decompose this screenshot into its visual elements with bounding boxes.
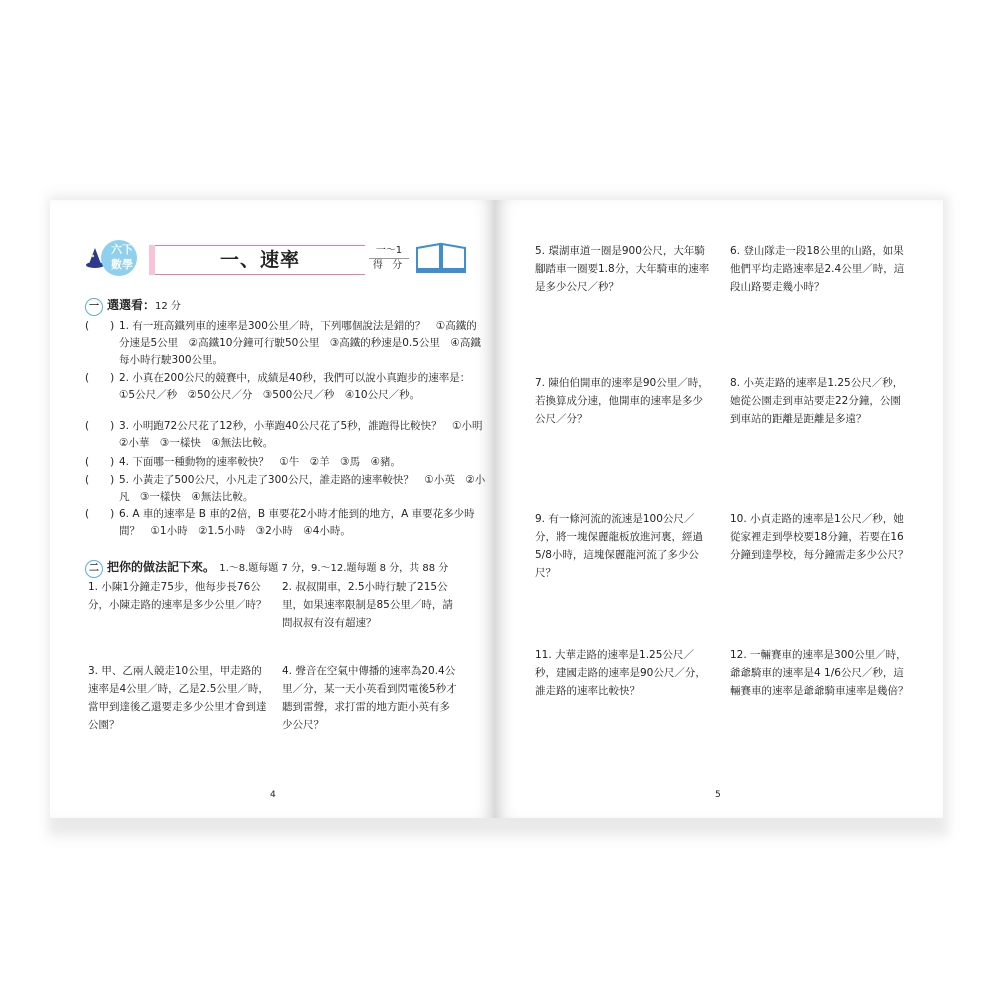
badge-text bbox=[107, 242, 137, 272]
section1-heading bbox=[85, 296, 181, 316]
right-page bbox=[495, 200, 943, 818]
page-title: 一、速率 bbox=[219, 249, 300, 271]
word-question-2: 2. 叔叔開車，2.5小時行駛了215公里，如果速率限制是85公里／時，請問叔叔有沒有超速？ bbox=[282, 581, 453, 629]
left-page bbox=[50, 200, 495, 818]
badge-line2: 數學 bbox=[111, 258, 133, 271]
worksheet-header bbox=[85, 240, 475, 280]
score-label: 得 分 bbox=[369, 258, 409, 273]
page-number-right: 5 bbox=[715, 790, 721, 800]
question-text: 3. 小明跑72公尺花了12秒，小華跑40公尺花了5秒，誰跑得比較快？ ①小明 ②小華 ③一樣快 ④無法比較。 bbox=[119, 420, 494, 449]
word-question-5: 5. 環湖車道一圈是900公尺，大年騎腳踏車一圈要1.8分，大年騎車的速率是多少公尺／秒？ bbox=[535, 245, 710, 293]
open-book-icon bbox=[415, 242, 467, 274]
section2-title: 把你的做法記下來。 bbox=[107, 560, 216, 574]
mc-question-1 bbox=[85, 318, 481, 366]
answer-paren[interactable]: ( ) bbox=[85, 372, 115, 384]
word-question-8: 8. 小英走路的速率是1.25公尺／秒，她從公園走到車站要走22分鐘，公園到車站的距離是距離是多遠？ bbox=[730, 377, 904, 425]
badge-line1: 六下 bbox=[111, 243, 133, 256]
section1-title: 選選看： bbox=[107, 298, 156, 312]
score-code: 一～1 bbox=[375, 245, 403, 256]
section2-note: 1.～8.題每題 7 分，9.～12.題每題 8 分，共 88 分 bbox=[219, 563, 449, 574]
score-box bbox=[369, 244, 409, 274]
word-question-4: 4. 聲音在空氣中傳播的速率為20.4公里／分，某一天小英看到閃電後5秒才聽到雷聲，求打雷的地方距小英有多少公尺？ bbox=[282, 665, 457, 731]
grade-badge bbox=[85, 240, 149, 280]
word-question-7: 7. 陳伯伯開車的速率是90公里／時，若換算成分速，他開車的速率是多少公尺／分？ bbox=[535, 377, 709, 425]
question-text: 2. 小真在200公尺的競賽中，成績是40秒，我們可以說小真跑步的速率是： ①5公尺／秒 ②50公尺／分 ③500公尺／秒 ④10公尺／秒。 bbox=[119, 372, 476, 401]
section2-heading bbox=[85, 558, 448, 578]
word-question-11: 11. 大華走路的速率是1.25公尺／秒，建國走路的速率是90公尺／分，誰走路的速率比較快？ bbox=[535, 649, 706, 697]
word-question-10: 10. 小貞走路的速率是1公尺／秒，她從家裡走到學校要18分鐘，若要在16分鐘到達學校，每分鐘需走多少公尺？ bbox=[730, 513, 909, 561]
answer-paren[interactable]: ( ) bbox=[85, 456, 115, 468]
page-number-left: 4 bbox=[270, 790, 276, 800]
answer-paren[interactable]: ( ) bbox=[85, 420, 115, 432]
answer-paren[interactable]: ( ) bbox=[85, 320, 115, 332]
word-question-3: 3. 甲、乙兩人競走10公里，甲走路的速率是4公里／時，乙是2.5公里／時，當甲到達後乙還要走多少公里才會到達公園？ bbox=[88, 665, 269, 731]
question-text: 1. 有一班高鐵列車的速率是300公里／時，下列哪個說法是錯的？ ①高鐵的分速是5公里 ②高鐵10分鐘可行駛50公里 ③高鐵的秒速是0.5公里 ④高鐵每小時行駛300公里。 bbox=[119, 320, 481, 366]
section1-number: 一 bbox=[85, 298, 103, 316]
section2-number: 二 bbox=[85, 560, 103, 578]
section1-points: 12 分 bbox=[155, 301, 181, 312]
question-text: 4. 下面哪一種動物的速率較快？ ①牛 ②羊 ③馬 ④豬。 bbox=[119, 456, 402, 468]
answer-paren[interactable]: ( ) bbox=[85, 508, 115, 520]
title-box bbox=[155, 245, 365, 275]
question-text: 5. 小黃走了500公尺，小凡走了300公尺，誰走路的速率較快？ ①小英 ②小凡 ③一樣快 ④無法比較。 bbox=[119, 474, 486, 503]
word-question-1: 1. 小陳1分鐘走75步，他每步長76公分，小陳走路的速率是多少公里／時？ bbox=[88, 581, 267, 611]
word-question-12: 12. 一輛賽車的速率是300公里／時，爺爺騎車的速率是4 1/6公尺／秒，這輛賽車的速率是爺爺騎車速率是幾倍？ bbox=[730, 649, 909, 697]
word-question-9: 9. 有一條河流的流速是100公尺／分，將一塊保麗龍板放進河裏，經過5/8小時，這塊保麗龍河流了多少公尺？ bbox=[535, 513, 703, 579]
question-text: 6. A 車的速率是 B 車的2倍，B 車要花2小時才能到的地方，A 車要花多少時間？ ①1小時 ②1.5小時 ③2小時 ④4小時。 bbox=[119, 508, 475, 537]
answer-paren[interactable]: ( ) bbox=[85, 474, 115, 486]
word-question-6: 6. 登山隊走一段18公里的山路，如果他們平均走路速率是2.4公里／時，這段山路要走幾小時？ bbox=[730, 245, 905, 293]
